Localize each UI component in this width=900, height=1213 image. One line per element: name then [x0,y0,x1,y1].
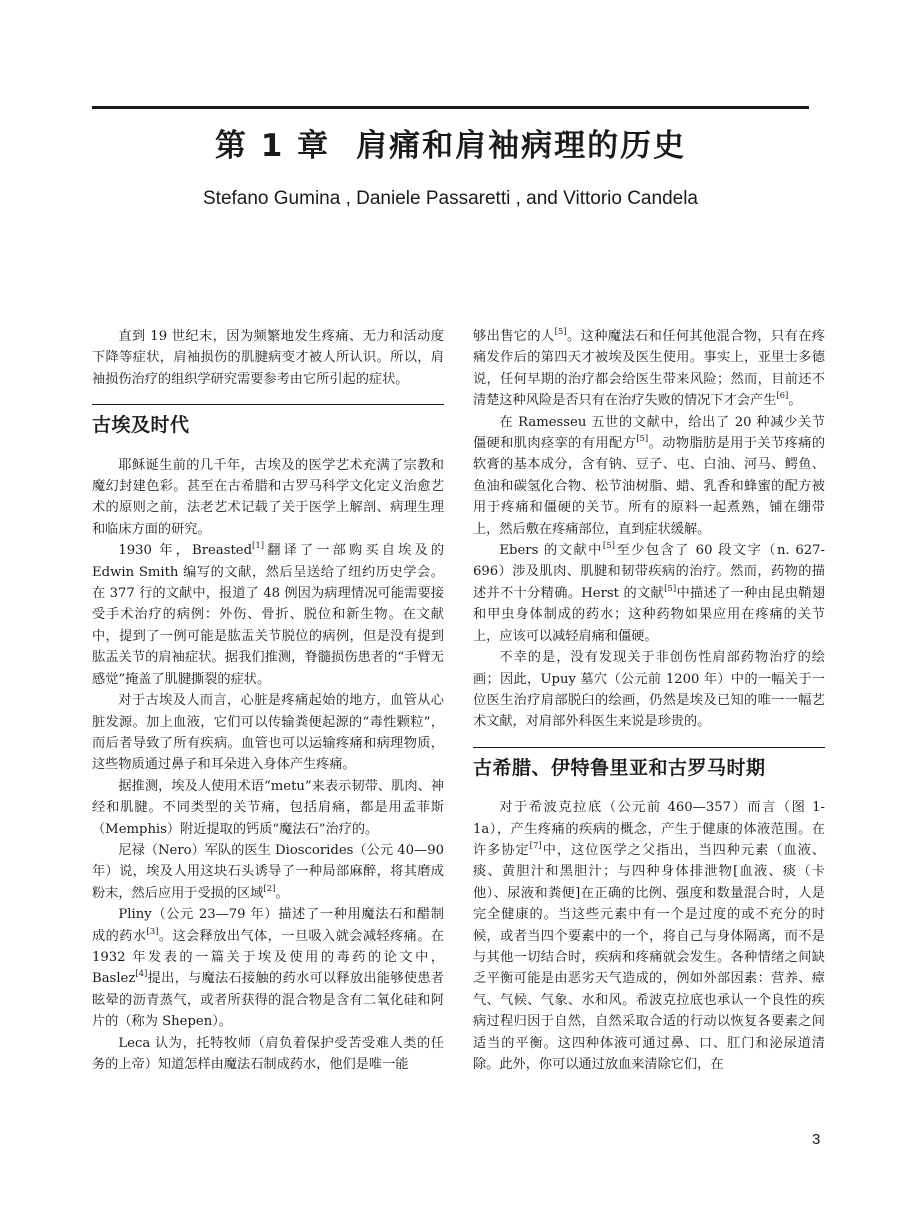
paragraph: 据推测，埃及人使用术语“metu”来表示韧带、肌肉、神经和肌腱。不同类型的关节痛，包括肩痛，都是用孟菲斯（Memphis）附近提取的钙质“魔法石”治疗的。 [92,778,444,837]
paragraph: 在 Ramesseu 五世的文献中，给出了 20 种减少关节僵硬和肌肉痉挛的有用配方[5]。动物脂肪是用于关节疼痛的软膏的基本成分，含有钠、豆子、屯、白油、河马、鳄鱼、鱼油和碳氢化合物、松节油树脂、蜡、乳香和蜂蜜的配方被用于疼痛和僵硬的关节。所有的原料一起煮熟，铺在绷带上，然后敷在疼痛部位，直到症状缓解。 [473,414,826,537]
chapter-number: 第 1 章 [214,128,331,164]
paragraph: 不幸的是，没有发现关于非创伤性肩部药物治疗的绘画；因此，Upuy 墓穴（公元前 1200 年）中的一幅关于一位医生治疗肩部脱臼的绘画，仍然是埃及已知的唯一一幅艺术文献，对肩部外科医生来说是珍贵的。 [473,650,825,730]
citation-ref: [2] [263,883,276,894]
citation-ref: [5] [636,434,649,445]
chapter-authors: Stefano Gumina , Daniele Passaretti , and Vittorio Candela [203,188,698,209]
citation-ref: [7] [529,840,542,851]
top-rule [92,106,809,109]
citation-ref: [5] [664,583,677,594]
section-heading-greek-etruscan-roman: 古希腊、伊特鲁里亚和古罗马时期 [473,747,825,779]
citation-ref: [1] [252,541,265,552]
paragraph: 对于古埃及人而言，心脏是疼痛起始的地方，血管从心脏发源。加上血液，它们可以传输粪便起源的“毒性颗粒”，而后者导致了所有疾病。血管也可以运输疼痛和病理物质，这些物质通过鼻子和耳朵进入身体产生疼痛。 [92,693,444,773]
left-column [92,326,444,1075]
chapter-title-text: 肩痛和肩袖病理的历史 [356,128,687,164]
citation-ref: [6] [776,391,789,402]
page-number: 3 [812,1131,821,1148]
paragraph: 耶稣诞生前的几千年，古埃及的医学艺术充满了宗教和魔幻封建色彩。甚至在古希腊和古罗马科学文化定义治愈艺术的原则之前，法老艺术记载了关于医学上解剖、病理生理和临床方面的研究。 [92,457,444,537]
paragraph: 尼禄（Nero）军队的医生 Dioscorides（公元 40—90 年）说，埃及人用这块石头诱导了一种局部麻醉，将其磨成粉末，然后应用于受损的区域[2]。 [92,842,444,901]
citation-ref: [5] [554,327,567,337]
chapter-title [92,120,809,165]
citation-ref: [5] [602,541,615,552]
intro-paragraph: 直到 19 世纪末，因为频繁地发生疼痛、无力和活动度下降等症状，肩袖损伤的肌腱病变才被人所认识。所以，肩袖损伤治疗的组织学研究需要参考由它所引起的症状。 [92,329,444,387]
paragraph: Leca 认为，托特牧师（肩负着保护受苦受难人类的任务的上帝）知道怎样由魔法石制成药水，他们是唯一能 [92,1035,444,1072]
section-heading-ancient-egypt: 古埃及时代 [92,404,444,436]
paragraph: Ebers 的文献中[5]至少包含了 60 段文字（n. 627-696）涉及肌肉、肌腱和韧带疾病的治疗。然而，药物的描述并不十分精确。Herst 的文献[5]中描述了一种由昆虫鞘翅和甲虫身体制成的药水；这种药物如果应用在疼痛的关节上，应该可以减轻肩痛和僵硬。 [473,541,826,644]
paragraph: 1930 年，Breasted[1]翻译了一部购买自埃及的 Edwin Smith 编写的文献，然后呈送给了纽约历史学会。在 377 行的文献中，报道了 48 例因为病理情况可能需要接受手术治疗的病例：外伤、骨折、脱位和新生物。在文献中，提到了一例可能是肱盂关节脱位的病例，但是没有提到肱盂关节的肩袖症状。据我们推测，脊髓损伤患者的“手臂无感觉”掩盖了肌腱撕裂的症状。 [92,541,445,687]
paragraph: 对于希波克拉底（公元前 460—357）而言（图 1-1a），产生疼痛的疾病的概念，产生于健康的体液范围。在许多协定[7]中，这位医学之父指出，当四种元素（血液、痰、黄胆汁和黑胆汁；与四种身体排泄物[血液、痰（卡他）、尿液和粪便]在正确的比例、强度和数量混合时，人是完全健康的。当这些元素中有一个是过度的或不充分的时候，或者当四个要素中的一个，将自己与身体隔离，而不是与其他一切结合时，疾病和疼痛就会发生。各种情绪之间缺乏平衡可能是由恶劣天气造成的，例如外部因素：营养、瘴气、气候、气象、水和风。希波克拉底也承认一个良性的疾病过程归因于自然，自然采取合适的行动以恢复各要素之间适当的平衡。这四种体液可通过鼻、口、肛门和泌尿道清除。此外，你可以通过放血来清除它们，在 [473,800,826,1072]
citation-ref: [3] [146,926,159,937]
citation-ref: [4] [135,969,148,980]
right-column [473,326,825,1075]
paragraph-continued: 够出售它的人[5]。这种魔法石和任何其他混合物，只有在疼痛发作后的第四天才被埃及医生使用。事实上，亚里士多德说，任何早期的治疗都会给医生带来风险；然而，目前还不清楚这种风险是否只有在治疗失败的情况下才会产生[6]。 [473,327,826,409]
paragraph: Pliny（公元 23—79 年）描述了一种用魔法石和醋制成的药水[3]。这会释放出气体，一旦吸入就会减轻疼痛。在 1932 年发表的一篇关于埃及使用的毒药的论文中，Baslez[4]提出，与魔法石接触的药水可以释放出能够使患者眩晕的沥青蒸气，或者所获得的混合物是含有二氧化硅和阿片的（称为 Shepen）。 [92,907,445,1030]
